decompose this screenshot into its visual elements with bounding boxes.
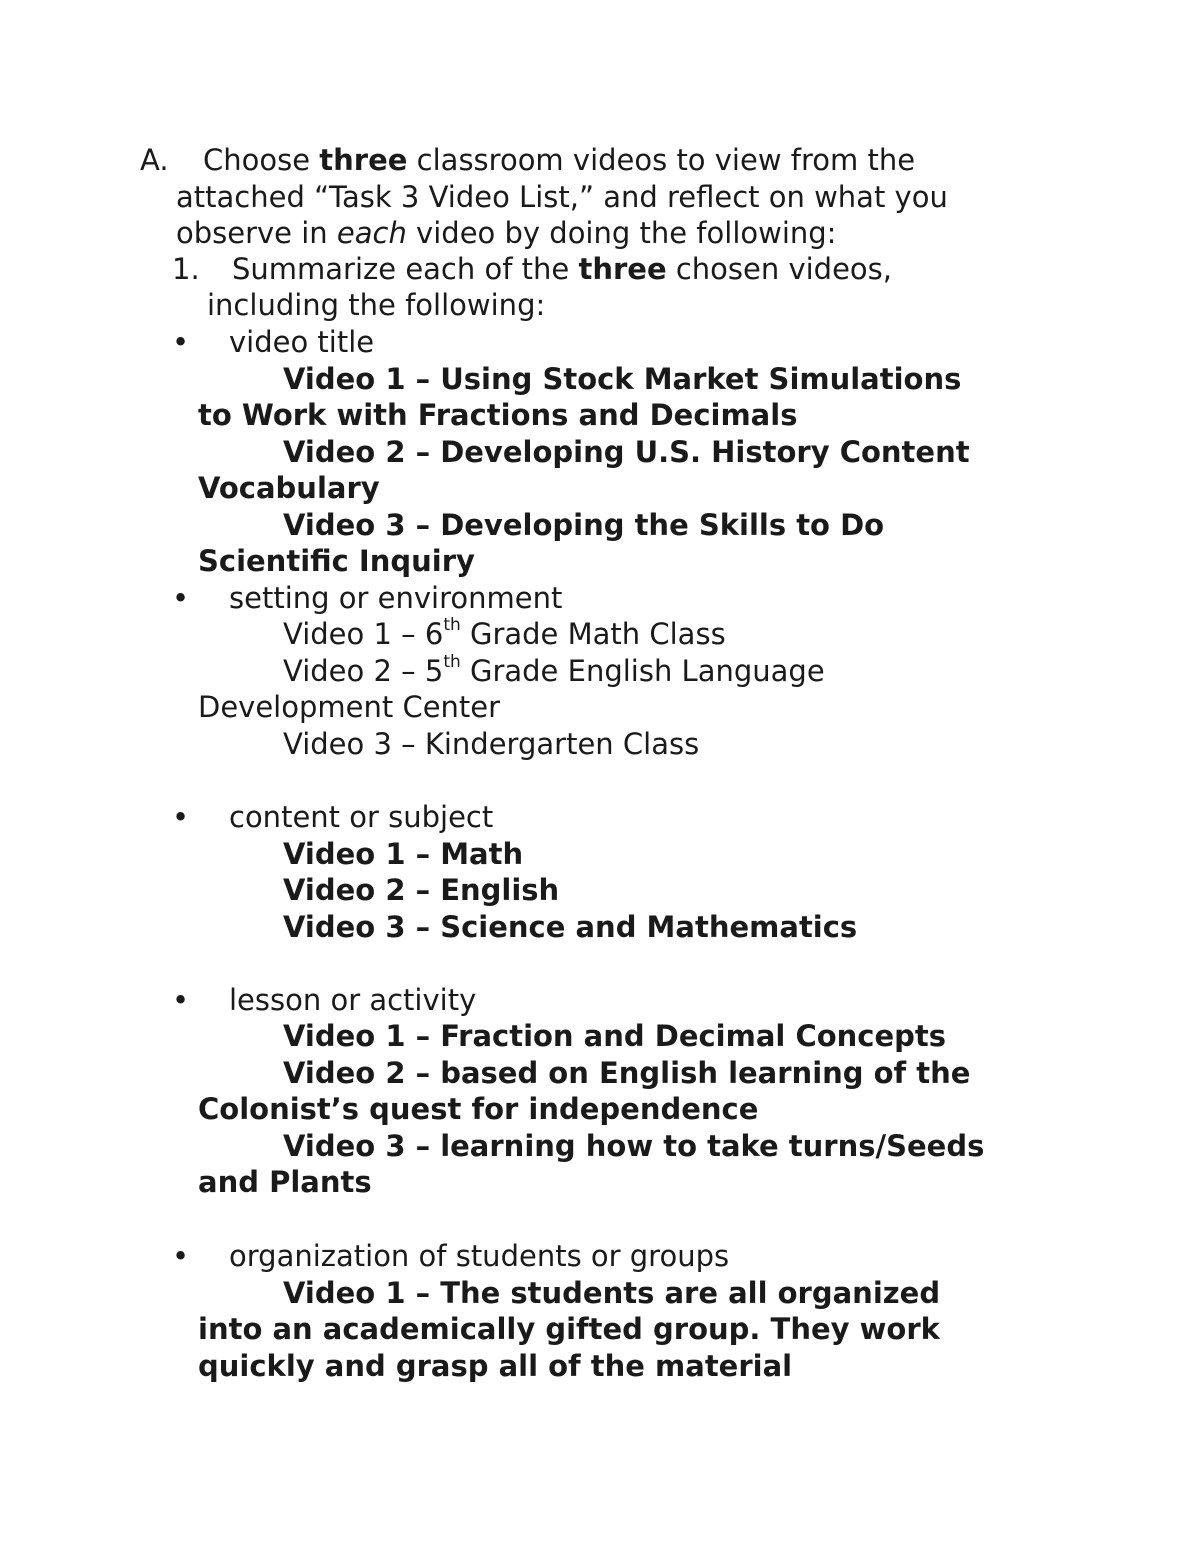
video-title-v1-b: to Work with Fractions and Decimals <box>198 398 798 432</box>
section-a-line-1: Choose three classroom videos to view from the <box>203 143 916 177</box>
content-v1: Video 1 – Math <box>283 837 524 871</box>
content-v3: Video 3 – Science and Mathematics <box>283 910 858 944</box>
bullet-content: • <box>172 800 190 834</box>
organization-label: organization of students or groups <box>229 1239 730 1273</box>
video-title-v2-a: Video 2 – Developing U.S. History Content <box>283 435 970 469</box>
setting-v2-b: Development Center <box>198 690 501 724</box>
organization-v1-a: Video 1 – The students are all organized <box>283 1276 941 1310</box>
video-title-v3-a: Video 3 – Developing the Skills to Do <box>283 508 885 542</box>
lesson-label: lesson or activity <box>229 983 477 1017</box>
setting-label: setting or environment <box>229 581 563 615</box>
setting-v3: Video 3 – Kindergarten Class <box>283 727 700 761</box>
section-a-line-2: attached “Task 3 Video List,” and reflect on what you <box>176 180 948 214</box>
content-v2: Video 2 – English <box>283 873 560 907</box>
item-1-marker: 1. <box>172 252 200 286</box>
video-title-v2-b: Vocabulary <box>198 471 380 505</box>
organization-v1-b: into an academically gifted group. They work <box>198 1312 940 1346</box>
video-title-v3-b: Scientific Inquiry <box>198 544 475 578</box>
video-title-label: video title <box>229 325 375 359</box>
video-title-v1-a: Video 1 – Using Stock Market Simulations <box>283 362 962 396</box>
lesson-v2-b: Colonist’s quest for independence <box>198 1092 759 1126</box>
bullet-video-title: • <box>172 325 190 359</box>
section-a-line-3: observe in each video by doing the following: <box>176 216 837 250</box>
setting-v2-a: Video 2 – 5th Grade English Language <box>283 652 825 688</box>
section-a-marker: A. <box>140 143 169 177</box>
lesson-v1: Video 1 – Fraction and Decimal Concepts <box>283 1019 947 1053</box>
item-1-line-2: including the following: <box>207 288 546 322</box>
setting-v1: Video 1 – 6th Grade Math Class <box>283 615 726 651</box>
lesson-v2-a: Video 2 – based on English learning of the <box>283 1056 971 1090</box>
organization-v1-c: quickly and grasp all of the material <box>198 1349 793 1383</box>
lesson-v3-a: Video 3 – learning how to take turns/Seeds <box>283 1129 985 1163</box>
item-1-line-1: Summarize each of the three chosen videos, <box>232 252 892 286</box>
bullet-lesson: • <box>172 983 190 1017</box>
bullet-organization: • <box>172 1239 190 1273</box>
bullet-setting: • <box>172 581 190 615</box>
lesson-v3-b: and Plants <box>198 1165 372 1199</box>
content-label: content or subject <box>229 800 494 834</box>
